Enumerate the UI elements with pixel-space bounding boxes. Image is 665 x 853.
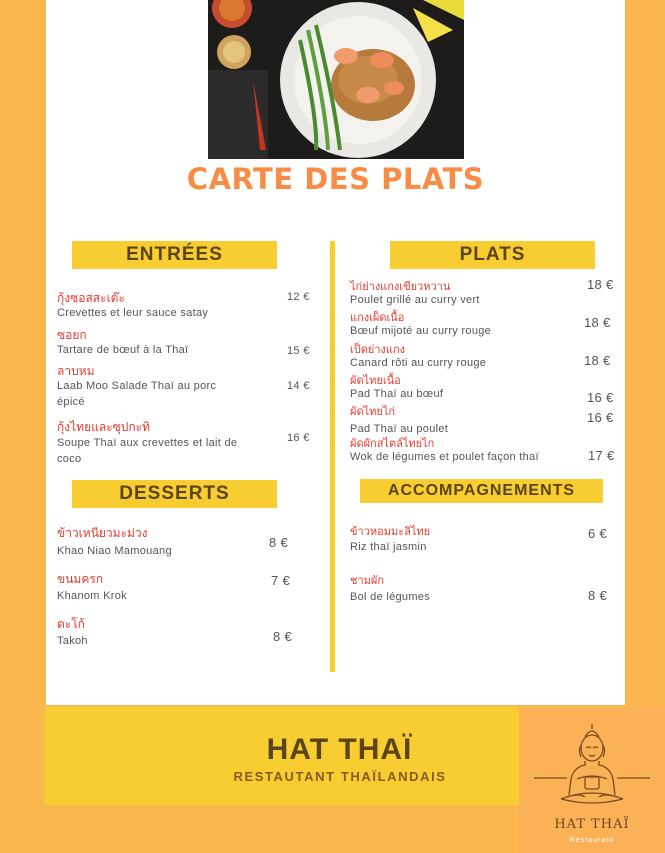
plat-thai-name: ผัดไทยไก่ <box>350 405 396 418</box>
entree-description: Crevettes et leur sauce satay <box>57 307 209 319</box>
entree-description: Laab Moo Salade Thaï au porc épicé <box>57 380 217 408</box>
plat-thai-name: ผัดไทยเนื้อ <box>350 374 401 387</box>
restaurant-name: HAT THAÏ <box>266 733 413 766</box>
plat-price: 17 € <box>588 448 615 463</box>
plats-heading: PLATS <box>390 241 595 269</box>
entree-thai-name: ลาบหม <box>57 364 95 378</box>
accompagnement-price: 8 € <box>588 588 607 603</box>
entree-thai-name: ซอยก <box>57 328 87 342</box>
logo-subtitle: Restaurant <box>569 837 615 844</box>
plat-thai-name: ผัดผักสไตล์ไทยไก <box>350 437 435 450</box>
entree-description: Tartare de bœuf à la Thaï <box>57 344 189 356</box>
entree-thai-name: กุ้งไทยและซุปกะทิ <box>57 420 151 434</box>
restaurant-subtitle: RESTAUTANT THAÏLANDAIS <box>233 769 447 784</box>
dessert-description: Khanom Krok <box>57 590 127 602</box>
buddha-icon <box>519 707 665 817</box>
logo <box>519 707 665 853</box>
dessert-thai-name: ขนมครก <box>57 572 104 586</box>
accompagnement-thai-name: ข้าวหอมมะลิไทย <box>350 525 431 538</box>
plat-description: Wok de légumes et poulet façon thaï <box>350 451 539 463</box>
dessert-thai-name: ตะโก้ <box>57 617 85 631</box>
plat-description: Poulet grillé au curry vert <box>350 294 480 306</box>
plat-description: Pad Thaï au bœuf <box>350 388 444 400</box>
dessert-price: 7 € <box>271 573 290 588</box>
entrees-heading: ENTRÉES <box>72 241 277 269</box>
plat-description: Pad Thaï au poulet <box>350 423 449 435</box>
entree-description: Soupe Thaï aux crevettes et lait de coco <box>57 437 238 465</box>
accompagnement-description: Riz thaï jasmin <box>350 541 427 553</box>
plat-thai-name: เป็ดย่างแกง <box>350 343 405 356</box>
menu-title: CARTE DES PLATS <box>186 162 485 196</box>
dessert-price: 8 € <box>269 535 288 550</box>
dessert-description: Takoh <box>57 635 88 647</box>
pad-thai-photo <box>208 0 464 159</box>
column-divider <box>330 241 335 672</box>
plat-description: Canard rôti au curry rouge <box>350 357 487 369</box>
logo-name: HAT THAÏ <box>554 817 630 832</box>
dish-photo <box>208 0 464 159</box>
desserts-heading: DESSERTS <box>72 480 277 508</box>
dessert-description: Khao Niao Mamouang <box>57 545 172 557</box>
dessert-thai-name: ข้าวเหนียวมะม่วง <box>57 526 148 540</box>
accompagnements-heading: ACCOMPAGNEMENTS <box>360 479 603 503</box>
dessert-price: 8 € <box>273 629 292 644</box>
plat-thai-name: แกงเผ็ดเนื้อ <box>350 311 405 324</box>
plat-thai-name: ไก่ย่างแกงเขียวหวาน <box>350 280 451 293</box>
plat-price: 16 € <box>587 390 614 405</box>
accompagnement-thai-name: ชามผัก <box>350 574 384 587</box>
plat-description: Bœuf mijoté au curry rouge <box>350 325 492 337</box>
entree-price: 14 € <box>287 380 310 392</box>
plat-price: 18 € <box>587 277 614 292</box>
entree-thai-name: กุ้งซอสสะเต๊ะ <box>57 291 125 305</box>
entree-price: 15 € <box>287 345 310 357</box>
plat-price: 18 € <box>584 353 611 368</box>
entree-price: 16 € <box>287 432 310 444</box>
accompagnement-description: Bol de légumes <box>350 591 431 603</box>
entree-price: 12 € <box>287 291 310 303</box>
plat-price: 18 € <box>584 315 611 330</box>
accompagnement-price: 6 € <box>588 526 607 541</box>
plat-price: 16 € <box>587 410 614 425</box>
